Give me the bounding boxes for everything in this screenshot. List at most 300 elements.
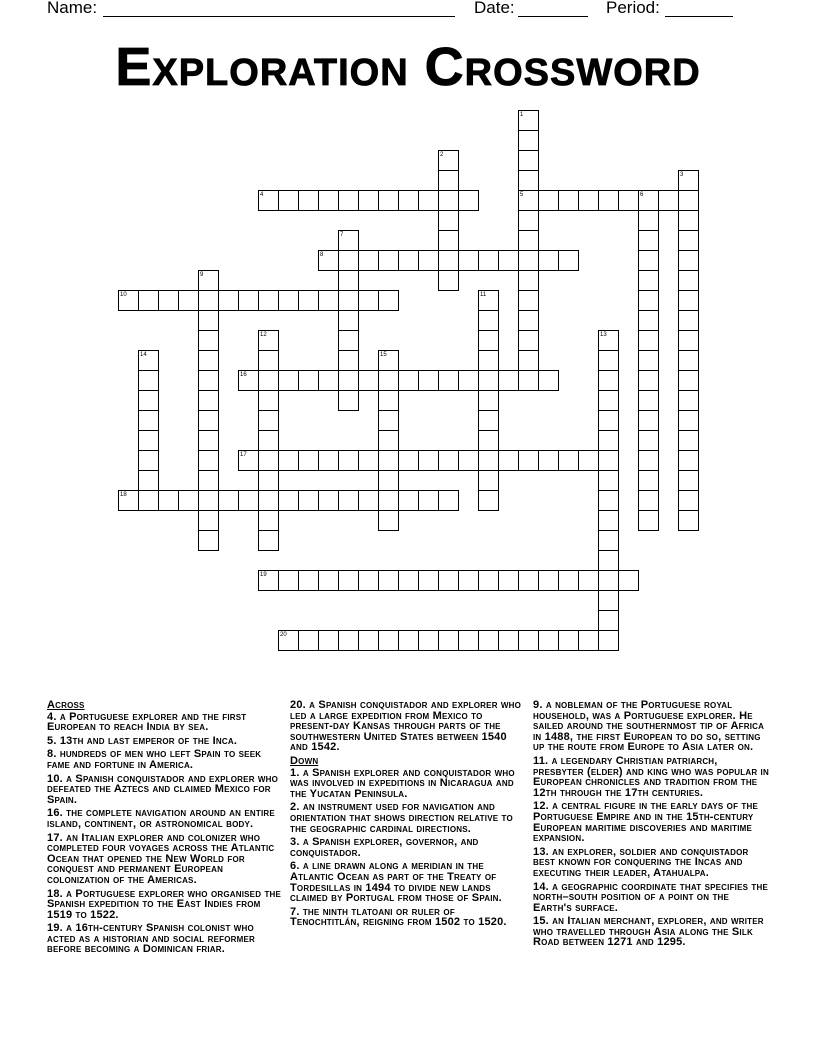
clue-text: a legendary Christian patriarch, presbyter (elder) and king who was popular in European chronicles and tradition from the 12th through the 17th centuries. — [533, 754, 769, 799]
grid-cell — [638, 490, 659, 511]
grid-cell — [438, 170, 459, 191]
grid-cell — [418, 450, 439, 471]
grid-cell — [138, 490, 159, 511]
grid-cell — [438, 490, 459, 511]
clue-text: a Portuguese explorer and the first European to reach India by sea. — [47, 710, 247, 734]
grid-cell — [578, 570, 599, 591]
grid-cell — [558, 570, 579, 591]
grid-cell — [458, 370, 479, 391]
clue-number: 9. — [533, 699, 543, 711]
grid-cell — [258, 490, 279, 511]
clue-number: 15. — [533, 915, 549, 928]
grid-cell — [638, 450, 659, 471]
grid-cell — [378, 390, 399, 411]
grid-cell — [258, 350, 279, 371]
grid-cell — [238, 490, 259, 511]
grid-cell — [558, 450, 579, 471]
grid-cell — [398, 490, 419, 511]
grid-cell — [358, 190, 379, 211]
clue-across-4 — [47, 712, 283, 733]
clue-number-label: 20 — [280, 632, 287, 638]
clue-number-label: 1 — [520, 112, 524, 118]
grid-cell — [238, 290, 259, 311]
grid-cell — [478, 410, 499, 431]
grid-cell — [258, 470, 279, 491]
grid-cell — [438, 250, 459, 271]
grid-cell — [478, 450, 499, 471]
grid-cell — [218, 490, 239, 511]
grid-cell — [678, 370, 699, 391]
grid-cell — [418, 370, 439, 391]
grid-cell — [258, 390, 279, 411]
grid-cell — [398, 570, 419, 591]
clue-number: 5. — [47, 734, 57, 747]
grid-cell — [678, 270, 699, 291]
grid-cell — [298, 570, 319, 591]
grid-cell — [358, 250, 379, 271]
grid-cell — [458, 570, 479, 591]
grid-cell — [378, 570, 399, 591]
grid-cell — [518, 130, 539, 151]
grid-cell — [598, 530, 619, 551]
clue-number: 8. — [47, 748, 57, 761]
grid-cell — [298, 370, 319, 391]
grid-cell — [638, 370, 659, 391]
clue-number: 10. — [47, 772, 63, 785]
grid-cell — [438, 230, 459, 251]
grid-cell — [318, 630, 339, 651]
grid-cell — [478, 370, 499, 391]
grid-cell — [198, 370, 219, 391]
clue-across-16 — [47, 808, 283, 829]
grid-cell — [598, 630, 619, 651]
grid-cell — [198, 470, 219, 491]
grid-cell — [378, 490, 399, 511]
grid-cell — [678, 290, 699, 311]
grid-cell — [678, 390, 699, 411]
grid-cell — [578, 630, 599, 651]
grid-cell — [198, 510, 219, 531]
grid-cell — [518, 150, 539, 171]
grid-cell — [198, 390, 219, 411]
grid-cell — [138, 370, 159, 391]
grid-cell — [538, 570, 559, 591]
clue-number-label: 14 — [140, 352, 147, 358]
clue-text: an Italian explorer and colonizer who completed four voyages across the Atlantic Ocean that opened the New World for conquest and permanent European colonization of the Americas. — [47, 831, 275, 886]
grid-cell — [378, 250, 399, 271]
grid-cell — [518, 270, 539, 291]
grid-cell — [638, 410, 659, 431]
grid-cell — [338, 350, 359, 371]
grid-cell — [678, 350, 699, 371]
grid-cell — [438, 270, 459, 291]
clue-text: the ninth tlatoani or ruler of Tenochtitlán, reigning from 1502 to 1520. — [290, 905, 507, 929]
grid-cell — [498, 630, 519, 651]
grid-cell — [378, 450, 399, 471]
clue-down-6 — [290, 861, 526, 903]
grid-cell — [598, 390, 619, 411]
period-label: Period: — [606, 0, 660, 17]
clue-text: hundreds of men who left Spain to seek fame and fortune in America. — [47, 748, 262, 771]
clue-number-label: 16 — [240, 372, 247, 378]
grid-cell — [258, 290, 279, 311]
grid-cell — [598, 490, 619, 511]
grid-cell — [538, 450, 559, 471]
grid-cell — [638, 310, 659, 331]
clue-text: a Spanish explorer, governor, and conquistador. — [290, 836, 479, 859]
grid-cell — [158, 490, 179, 511]
clue-text: a line drawn along a meridian in the Atlantic Ocean as part of the Treaty of Tordesillas in 1494 to divide new lands claimed by Portugal from those of Spain. — [290, 860, 502, 905]
clue-text: a Spanish conquistador and explorer who led a large expedition from Mexico to present-day Kansas through parts of the southwestern United States between 1540 and 1542. — [290, 699, 522, 754]
grid-cell — [598, 190, 619, 211]
clue-text: 13th and last emperor of the Inca. — [59, 734, 238, 747]
grid-cell — [638, 230, 659, 251]
grid-cell — [198, 290, 219, 311]
clue-down-7 — [290, 907, 526, 928]
grid-cell — [638, 430, 659, 451]
clue-down-13 — [533, 847, 771, 879]
grid-cell — [518, 290, 539, 311]
grid-cell — [458, 250, 479, 271]
grid-cell — [338, 390, 359, 411]
clues-column-3 — [533, 700, 771, 951]
grid-cell — [298, 450, 319, 471]
grid-cell — [518, 250, 539, 271]
clue-down-11 — [533, 756, 771, 798]
grid-cell — [598, 610, 619, 631]
grid-cell — [198, 490, 219, 511]
grid-cell — [398, 450, 419, 471]
grid-cell — [598, 410, 619, 431]
clue-number: 20. — [290, 699, 306, 711]
grid-cell — [678, 510, 699, 531]
clue-text: a central figure in the early days of the Portuguese Empire and in the 15th-century European maritime discoveries and maritime expansion. — [533, 800, 759, 845]
grid-cell — [678, 310, 699, 331]
grid-cell — [438, 190, 459, 211]
grid-cell — [478, 350, 499, 371]
clue-text: a Spanish explorer and conquistador who was involved in expeditions in Nicaragua and the Yucatan Peninsula. — [290, 766, 515, 800]
clue-down-2 — [290, 802, 526, 834]
grid-cell — [258, 430, 279, 451]
grid-cell — [478, 390, 499, 411]
grid-cell — [198, 410, 219, 431]
grid-cell — [678, 190, 699, 211]
grid-cell — [358, 290, 379, 311]
clue-text: a geographic coordinate that specifies the north–south position of a point on the Earth's surface. — [533, 880, 769, 914]
grid-cell — [678, 490, 699, 511]
clue-text: an explorer, soldier and conquistador best known for conquering the Incas and executing their leader, Atahualpa. — [533, 845, 749, 879]
grid-cell — [358, 450, 379, 471]
grid-cell — [478, 630, 499, 651]
grid-cell — [678, 450, 699, 471]
grid-cell — [438, 370, 459, 391]
clue-number: 16. — [47, 807, 63, 820]
grid-cell — [258, 410, 279, 431]
clue-down-1 — [290, 768, 526, 800]
clue-number-label: 4 — [260, 192, 264, 198]
clue-across-10 — [47, 774, 283, 806]
grid-cell — [258, 530, 279, 551]
grid-cell — [318, 370, 339, 391]
grid-cell — [478, 490, 499, 511]
clue-number-label: 19 — [260, 572, 267, 578]
grid-cell — [138, 430, 159, 451]
grid-cell — [338, 330, 359, 351]
clue-number-label: 15 — [380, 352, 387, 358]
grid-cell — [298, 290, 319, 311]
grid-cell — [458, 190, 479, 211]
page-title: Exploration Crossword — [115, 37, 701, 97]
grid-cell — [298, 630, 319, 651]
grid-cell — [418, 630, 439, 651]
grid-cell — [478, 430, 499, 451]
grid-cell — [538, 250, 559, 271]
grid-cell — [358, 490, 379, 511]
grid-cell — [478, 310, 499, 331]
grid-cell — [338, 310, 359, 331]
grid-cell — [178, 290, 199, 311]
grid-cell — [638, 390, 659, 411]
grid-cell — [198, 310, 219, 331]
clue-number-label: 13 — [600, 332, 607, 338]
grid-cell — [678, 230, 699, 251]
grid-cell — [518, 230, 539, 251]
grid-cell — [678, 250, 699, 271]
grid-cell — [278, 190, 299, 211]
clue-text: a Spanish conquistador and explorer who defeated the Aztecs and claimed Mexico for Spain. — [47, 772, 279, 806]
grid-cell — [298, 490, 319, 511]
grid-cell — [398, 250, 419, 271]
clue-number: 7. — [290, 905, 300, 918]
clue-number: 17. — [47, 831, 63, 844]
clue-number: 12. — [533, 800, 549, 813]
grid-cell — [378, 510, 399, 531]
grid-cell — [278, 490, 299, 511]
grid-cell — [378, 430, 399, 451]
grid-cell — [138, 290, 159, 311]
grid-cell — [398, 190, 419, 211]
clue-text: a Portuguese explorer who organised the Spanish expedition to the East Indies from 1519 to 1522. — [47, 887, 282, 921]
grid-cell — [158, 290, 179, 311]
grid-cell — [518, 450, 539, 471]
grid-cell — [478, 330, 499, 351]
clue-number-label: 5 — [520, 192, 524, 198]
clue-number: 13. — [533, 845, 549, 858]
grid-cell — [598, 550, 619, 571]
grid-cell — [418, 570, 439, 591]
grid-cell — [378, 630, 399, 651]
grid-cell — [338, 250, 359, 271]
grid-cell — [538, 370, 559, 391]
clue-number-label: 9 — [200, 272, 204, 278]
clue-number: 3. — [290, 836, 300, 849]
grid-cell — [378, 370, 399, 391]
grid-cell — [338, 490, 359, 511]
grid-cell — [398, 370, 419, 391]
grid-cell — [498, 450, 519, 471]
grid-cell — [598, 470, 619, 491]
grid-cell — [278, 570, 299, 591]
grid-cell — [338, 570, 359, 591]
grid-cell — [478, 250, 499, 271]
clue-number: 19. — [47, 922, 63, 935]
grid-cell — [618, 190, 639, 211]
grid-cell — [518, 310, 539, 331]
grid-cell — [198, 330, 219, 351]
grid-cell — [318, 450, 339, 471]
across-heading: Across — [47, 699, 85, 711]
grid-cell — [338, 370, 359, 391]
grid-cell — [198, 430, 219, 451]
clue-number-label: 10 — [120, 292, 127, 298]
clue-text: a nobleman of the Portuguese royal household, was a Portuguese explorer. He sailed around the southernmost tip of Africa in 1488, the first European to do so, setting up the route from Europe to Asia later on. — [533, 699, 765, 754]
grid-cell — [358, 570, 379, 591]
grid-cell — [518, 350, 539, 371]
clue-across-17 — [47, 833, 283, 886]
clue-number-label: 18 — [120, 492, 127, 498]
clue-down-15 — [533, 916, 771, 948]
clue-across-18 — [47, 889, 283, 921]
grid-cell — [438, 210, 459, 231]
grid-cell — [638, 270, 659, 291]
grid-cell — [418, 490, 439, 511]
clue-number-label: 11 — [480, 292, 487, 298]
clue-down-3 — [290, 837, 526, 858]
grid-cell — [458, 450, 479, 471]
grid-cell — [298, 190, 319, 211]
grid-cell — [198, 450, 219, 471]
grid-cell — [378, 290, 399, 311]
name-label: Name: — [47, 0, 98, 17]
clue-number-label: 7 — [340, 232, 344, 238]
grid-cell — [478, 470, 499, 491]
clue-number-label: 8 — [320, 252, 324, 258]
grid-cell — [558, 190, 579, 211]
grid-cell — [178, 490, 199, 511]
clue-text: an Italian merchant, explorer, and writer who travelled through Asia along the Silk Road between 1271 and 1295. — [533, 915, 764, 949]
grid-cell — [318, 490, 339, 511]
grid-cell — [438, 570, 459, 591]
grid-cell — [338, 450, 359, 471]
grid-cell — [638, 210, 659, 231]
clue-number-label: 2 — [440, 152, 444, 158]
grid-cell — [618, 570, 639, 591]
grid-cell — [398, 630, 419, 651]
grid-cell — [598, 590, 619, 611]
grid-cell — [538, 630, 559, 651]
clue-down-14 — [533, 882, 771, 914]
grid-cell — [598, 370, 619, 391]
clue-number-label: 12 — [260, 332, 267, 338]
grid-cell — [518, 170, 539, 191]
grid-cell — [338, 190, 359, 211]
grid-cell — [358, 370, 379, 391]
clue-number-label: 6 — [640, 192, 644, 198]
clue-across-19 — [47, 923, 283, 955]
grid-cell — [278, 450, 299, 471]
grid-cell — [678, 210, 699, 231]
grid-cell — [598, 570, 619, 591]
clues-column-1 — [47, 700, 283, 958]
grid-cell — [258, 370, 279, 391]
grid-cell — [338, 630, 359, 651]
grid-cell — [418, 190, 439, 211]
clue-number-label: 17 — [240, 452, 247, 458]
grid-cell — [458, 630, 479, 651]
grid-cell — [678, 330, 699, 351]
grid-cell — [278, 290, 299, 311]
grid-cell — [258, 450, 279, 471]
grid-cell — [138, 410, 159, 431]
clue-across-5 — [47, 736, 283, 747]
grid-cell — [318, 290, 339, 311]
grid-cell — [138, 470, 159, 491]
grid-cell — [418, 250, 439, 271]
grid-cell — [638, 250, 659, 271]
grid-cell — [138, 450, 159, 471]
grid-cell — [638, 330, 659, 351]
grid-cell — [138, 390, 159, 411]
clue-across-20 — [290, 700, 526, 753]
grid-cell — [498, 570, 519, 591]
clue-number: 6. — [290, 860, 300, 873]
grid-cell — [518, 370, 539, 391]
grid-cell — [498, 250, 519, 271]
grid-cell — [538, 190, 559, 211]
grid-cell — [558, 630, 579, 651]
grid-cell — [598, 350, 619, 371]
grid-cell — [598, 510, 619, 531]
grid-cell — [578, 190, 599, 211]
grid-cell — [678, 410, 699, 431]
clue-text: the complete navigation around an entire island, continent, or astronomical body. — [47, 807, 275, 830]
grid-cell — [318, 570, 339, 591]
grid-cell — [638, 470, 659, 491]
grid-cell — [638, 350, 659, 371]
grid-cell — [198, 350, 219, 371]
grid-cell — [338, 270, 359, 291]
clue-number: 14. — [533, 880, 549, 893]
clue-number-label: 3 — [680, 172, 684, 178]
grid-cell — [358, 630, 379, 651]
date-label: Date: — [474, 0, 515, 17]
grid-cell — [438, 630, 459, 651]
clue-number: 1. — [290, 766, 300, 779]
grid-cell — [438, 450, 459, 471]
grid-cell — [638, 510, 659, 531]
grid-cell — [598, 430, 619, 451]
grid-cell — [638, 290, 659, 311]
grid-cell — [518, 210, 539, 231]
grid-cell — [558, 250, 579, 271]
clue-number: 2. — [290, 801, 300, 814]
grid-cell — [478, 570, 499, 591]
clue-text: a 16th-century Spanish colonist who acted as a historian and social reformer before becoming a Dominican friar. — [47, 922, 255, 956]
down-heading: Down — [290, 754, 319, 767]
grid-cell — [318, 190, 339, 211]
clue-down-12 — [533, 801, 771, 843]
grid-cell — [578, 450, 599, 471]
grid-cell — [378, 190, 399, 211]
grid-cell — [678, 430, 699, 451]
grid-cell — [278, 370, 299, 391]
grid-cell — [198, 530, 219, 551]
clue-number: 11. — [533, 754, 549, 767]
clue-number: 18. — [47, 887, 63, 900]
clue-down-9 — [533, 700, 771, 753]
clue-text: an instrument used for navigation and orientation that shows direction relative to the geographic cardinal directions. — [290, 801, 513, 835]
grid-cell — [218, 290, 239, 311]
